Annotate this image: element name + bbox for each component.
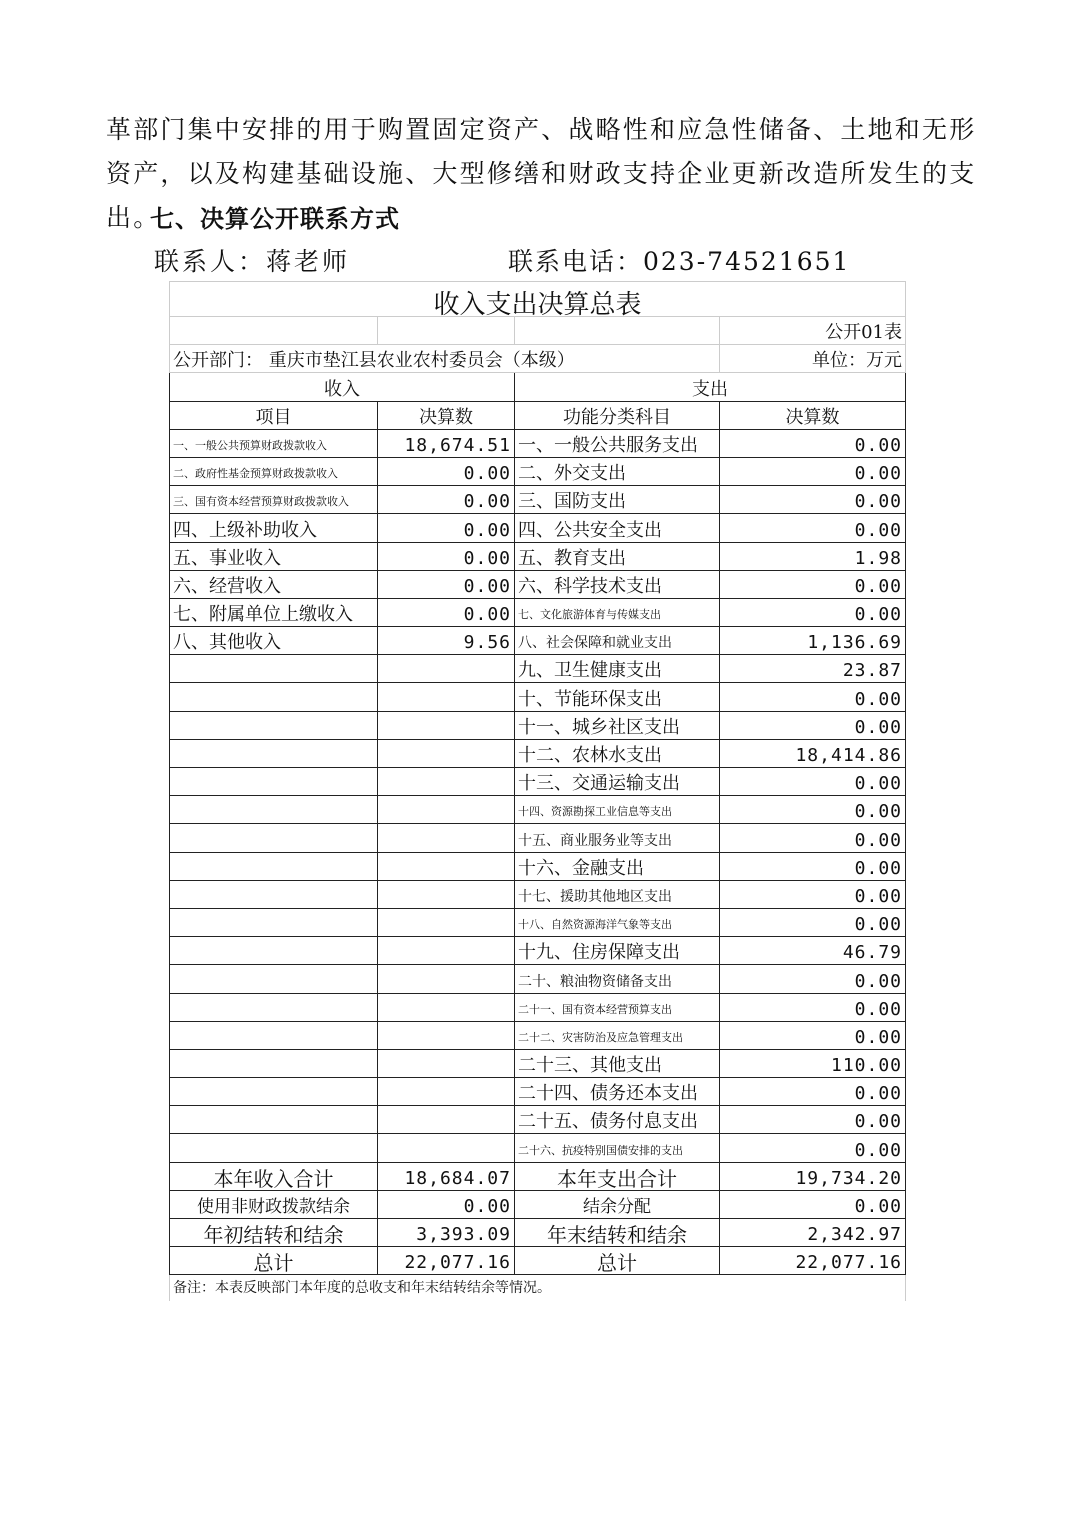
table-row <box>170 796 906 824</box>
income-amount <box>378 993 515 1021</box>
table-row <box>170 852 906 880</box>
expense-amount: 0.00 <box>720 824 906 852</box>
income-amount <box>378 796 515 824</box>
expense-amount: 0.00 <box>720 880 906 908</box>
income-amount <box>378 1106 515 1134</box>
income-amount: 18,674.51 <box>378 429 515 457</box>
form-number: 公开01表 <box>720 317 906 345</box>
income-item <box>170 852 378 880</box>
expense-item: 十、节能环保支出 <box>515 683 720 711</box>
summary-expense-label: 结余分配 <box>515 1190 720 1218</box>
summary-income-amount: 0.00 <box>378 1190 515 1218</box>
income-item: 一、一般公共预算财政拨款收入 <box>170 429 378 457</box>
table-row <box>170 598 906 626</box>
expense-amount: 0.00 <box>720 852 906 880</box>
expense-item: 十七、援助其他地区支出 <box>515 880 720 908</box>
expense-item: 十八、自然资源海洋气象等支出 <box>515 908 720 936</box>
col-item: 项目 <box>170 401 378 429</box>
income-item: 七、附属单位上缴收入 <box>170 598 378 626</box>
table-row <box>170 739 906 767</box>
table-row <box>170 570 906 598</box>
table-row <box>170 937 906 965</box>
income-item <box>170 1078 378 1106</box>
summary-row <box>170 1190 906 1218</box>
expense-item: 二十五、债务付息支出 <box>515 1106 720 1134</box>
income-amount <box>378 1078 515 1106</box>
income-item <box>170 993 378 1021</box>
income-item <box>170 739 378 767</box>
table-row <box>170 711 906 739</box>
income-amount: 0.00 <box>378 514 515 542</box>
expense-amount: 46.79 <box>720 937 906 965</box>
expense-amount: 0.00 <box>720 965 906 993</box>
income-item <box>170 937 378 965</box>
expense-item: 二十六、抗疫特别国债安排的支出 <box>515 1134 720 1162</box>
income-amount <box>378 1021 515 1049</box>
expense-amount: 0.00 <box>720 570 906 598</box>
income-amount <box>378 824 515 852</box>
table-row <box>170 908 906 936</box>
income-item: 六、经营收入 <box>170 570 378 598</box>
table-row <box>170 880 906 908</box>
expense-amount: 110.00 <box>720 1049 906 1077</box>
income-item <box>170 768 378 796</box>
contact-person: 联系人：蒋老师 <box>154 247 351 276</box>
income-amount <box>378 937 515 965</box>
expense-amount: 0.00 <box>720 1078 906 1106</box>
summary-expense-amount: 22,077.16 <box>720 1247 906 1275</box>
department: 公开部门： 重庆市垫江县农业农村委员会（本级） <box>170 345 720 373</box>
summary-income-amount: 22,077.16 <box>378 1247 515 1275</box>
income-item: 八、其他收入 <box>170 627 378 655</box>
summary-income-label: 年初结转和结余 <box>170 1219 378 1247</box>
contact-heading: 七、决算公开联系方式 <box>150 205 400 233</box>
contact-phone: 联系电话：023-74521651 <box>508 247 851 276</box>
table-row <box>170 1078 906 1106</box>
income-amount <box>378 1049 515 1077</box>
summary-row <box>170 1162 906 1190</box>
income-item <box>170 824 378 852</box>
summary-row <box>170 1219 906 1247</box>
income-item <box>170 908 378 936</box>
expense-item: 九、卫生健康支出 <box>515 655 720 683</box>
expense-item: 二十一、国有资本经营预算支出 <box>515 993 720 1021</box>
expense-item: 十一、城乡社区支出 <box>515 711 720 739</box>
income-item: 二、政府性基金预算财政拨款收入 <box>170 457 378 485</box>
expense-item: 三、国防支出 <box>515 486 720 514</box>
income-amount: 0.00 <box>378 486 515 514</box>
income-item: 三、国有资本经营预算财政拨款收入 <box>170 486 378 514</box>
expense-header: 支出 <box>515 373 906 401</box>
income-amount <box>378 768 515 796</box>
expense-amount: 1.98 <box>720 542 906 570</box>
expense-amount: 23.87 <box>720 655 906 683</box>
income-item <box>170 1106 378 1134</box>
expense-amount: 0.00 <box>720 514 906 542</box>
expense-item: 十二、农林水支出 <box>515 739 720 767</box>
summary-income-amount: 3,393.09 <box>378 1219 515 1247</box>
expense-amount: 0.00 <box>720 1134 906 1162</box>
summary-expense-amount: 19,734.20 <box>720 1162 906 1190</box>
table-row <box>170 542 906 570</box>
expense-amount: 0.00 <box>720 1106 906 1134</box>
col-function: 功能分类科目 <box>515 401 720 429</box>
income-item <box>170 1134 378 1162</box>
expense-amount: 0.00 <box>720 598 906 626</box>
table-row <box>170 993 906 1021</box>
summary-expense-label: 总计 <box>515 1247 720 1275</box>
expense-amount: 0.00 <box>720 768 906 796</box>
summary-income-label: 本年收入合计 <box>170 1162 378 1190</box>
summary-income-label: 使用非财政拨款结余 <box>170 1190 378 1218</box>
income-item <box>170 1021 378 1049</box>
col-amount: 决算数 <box>378 401 515 429</box>
income-amount <box>378 655 515 683</box>
expense-item: 十五、商业服务业等支出 <box>515 824 720 852</box>
summary-income-label: 总计 <box>170 1247 378 1275</box>
expense-item: 二十二、灾害防治及应急管理支出 <box>515 1021 720 1049</box>
expense-item: 十四、资源勘探工业信息等支出 <box>515 796 720 824</box>
summary-expense-amount: 2,342.97 <box>720 1219 906 1247</box>
income-item: 四、上级补助收入 <box>170 514 378 542</box>
income-item: 五、事业收入 <box>170 542 378 570</box>
expense-amount: 1,136.69 <box>720 627 906 655</box>
income-amount <box>378 908 515 936</box>
expense-item: 十三、交通运输支出 <box>515 768 720 796</box>
expense-amount: 0.00 <box>720 993 906 1021</box>
summary-expense-amount: 0.00 <box>720 1190 906 1218</box>
summary-income-amount: 18,684.07 <box>378 1162 515 1190</box>
expense-item: 五、教育支出 <box>515 542 720 570</box>
income-item <box>170 1049 378 1077</box>
income-amount: 0.00 <box>378 457 515 485</box>
table-row <box>170 486 906 514</box>
expense-amount: 0.00 <box>720 711 906 739</box>
unit: 单位：万元 <box>720 345 906 373</box>
income-item <box>170 796 378 824</box>
table-row <box>170 627 906 655</box>
expense-item: 四、公共安全支出 <box>515 514 720 542</box>
income-amount <box>378 965 515 993</box>
table-row <box>170 768 906 796</box>
expense-amount: 0.00 <box>720 796 906 824</box>
expense-item: 八、社会保障和就业支出 <box>515 627 720 655</box>
summary-expense-label: 年末结转和结余 <box>515 1219 720 1247</box>
table-row <box>170 655 906 683</box>
summary-row <box>170 1247 906 1275</box>
income-amount <box>378 1134 515 1162</box>
table-row <box>170 1021 906 1049</box>
table-row <box>170 1106 906 1134</box>
expense-amount: 18,414.86 <box>720 739 906 767</box>
income-item <box>170 655 378 683</box>
expense-item: 一、一般公共服务支出 <box>515 429 720 457</box>
expense-item: 十九、住房保障支出 <box>515 937 720 965</box>
income-amount: 0.00 <box>378 542 515 570</box>
expense-amount: 0.00 <box>720 486 906 514</box>
expense-item: 六、科学技术支出 <box>515 570 720 598</box>
table-row <box>170 514 906 542</box>
table-row <box>170 824 906 852</box>
summary-expense-label: 本年支出合计 <box>515 1162 720 1190</box>
col-amount-expense: 决算数 <box>720 401 906 429</box>
income-amount <box>378 711 515 739</box>
income-item <box>170 683 378 711</box>
income-item <box>170 711 378 739</box>
table-row <box>170 457 906 485</box>
income-amount: 0.00 <box>378 570 515 598</box>
income-item <box>170 880 378 908</box>
expense-item: 十六、金融支出 <box>515 852 720 880</box>
expense-amount: 0.00 <box>720 1021 906 1049</box>
income-item <box>170 965 378 993</box>
income-amount: 9.56 <box>378 627 515 655</box>
budget-summary-table <box>169 281 906 1301</box>
table-row <box>170 1134 906 1162</box>
income-amount: 0.00 <box>378 598 515 626</box>
income-amount <box>378 739 515 767</box>
income-amount <box>378 852 515 880</box>
table-note: 备注：本表反映部门本年度的总收支和年末结转结余等情况。 <box>170 1275 906 1302</box>
income-amount <box>378 683 515 711</box>
income-amount <box>378 880 515 908</box>
expense-amount: 0.00 <box>720 457 906 485</box>
expense-item: 二十三、其他支出 <box>515 1049 720 1077</box>
expense-amount: 0.00 <box>720 429 906 457</box>
expense-item: 二十、粮油物资储备支出 <box>515 965 720 993</box>
table-row <box>170 1049 906 1077</box>
intro-paragraph: 革部门集中安排的用于购置固定资产、战略性和应急性储备、土地和无形资产，以及构建基础设施、大型修缮和财政支持企业更新改造所发生的支出。 <box>106 115 977 232</box>
table-row <box>170 683 906 711</box>
table-title: 收入支出决算总表 <box>170 282 906 317</box>
expense-item: 二十四、债务还本支出 <box>515 1078 720 1106</box>
expense-amount: 0.00 <box>720 908 906 936</box>
expense-amount: 0.00 <box>720 683 906 711</box>
expense-item: 七、文化旅游体育与传媒支出 <box>515 598 720 626</box>
table-row <box>170 965 906 993</box>
table-row <box>170 429 906 457</box>
expense-item: 二、外交支出 <box>515 457 720 485</box>
income-header: 收入 <box>170 373 515 401</box>
